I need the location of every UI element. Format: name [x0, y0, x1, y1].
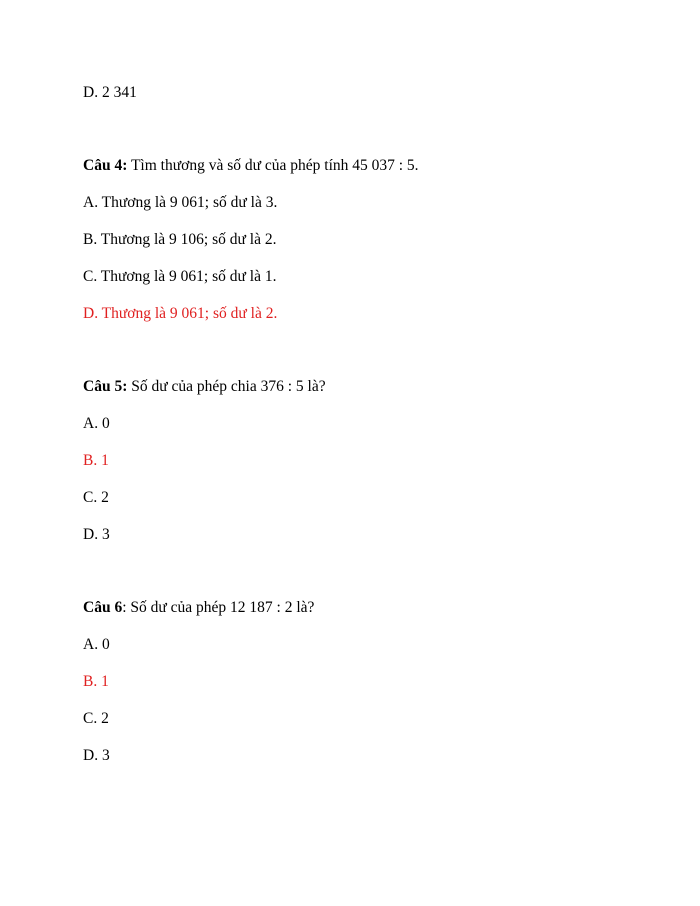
question-5-option-c: C. 2 — [83, 489, 109, 506]
question-5 — [83, 378, 326, 396]
question-4-option-a: A. Thương là 9 061; số dư là 3. — [83, 194, 278, 211]
question-6-option-c: C. 2 — [83, 710, 109, 727]
question-4-label: Câu 4: — [83, 157, 128, 174]
question-6-text: : Số dư của phép 12 187 : 2 là? — [122, 599, 315, 616]
question-6 — [83, 599, 314, 617]
question-6-option-b-correct: B. 1 — [83, 673, 109, 690]
question-5-text: Số dư của phép chia 376 : 5 là? — [127, 378, 326, 395]
question-5-label: Câu 5: — [83, 378, 128, 395]
question-4 — [83, 157, 419, 175]
question-5-option-d: D. 3 — [83, 526, 110, 543]
question-6-option-a: A. 0 — [83, 636, 110, 653]
question-6-label: Câu 6 — [83, 599, 123, 616]
question-4-option-b: B. Thương là 9 106; số dư là 2. — [83, 231, 277, 248]
question-4-option-c: C. Thương là 9 061; số dư là 1. — [83, 268, 277, 285]
question-4-option-d-correct: D. Thương là 9 061; số dư là 2. — [83, 305, 278, 322]
question-4-text: Tìm thương và số dư của phép tính 45 037 : 5. — [127, 157, 419, 174]
question-6-option-d: D. 3 — [83, 747, 110, 764]
question-5-option-a: A. 0 — [83, 415, 110, 432]
question-5-option-b-correct: B. 1 — [83, 452, 109, 469]
prev-question-option-d: D. 2 341 — [83, 84, 137, 101]
